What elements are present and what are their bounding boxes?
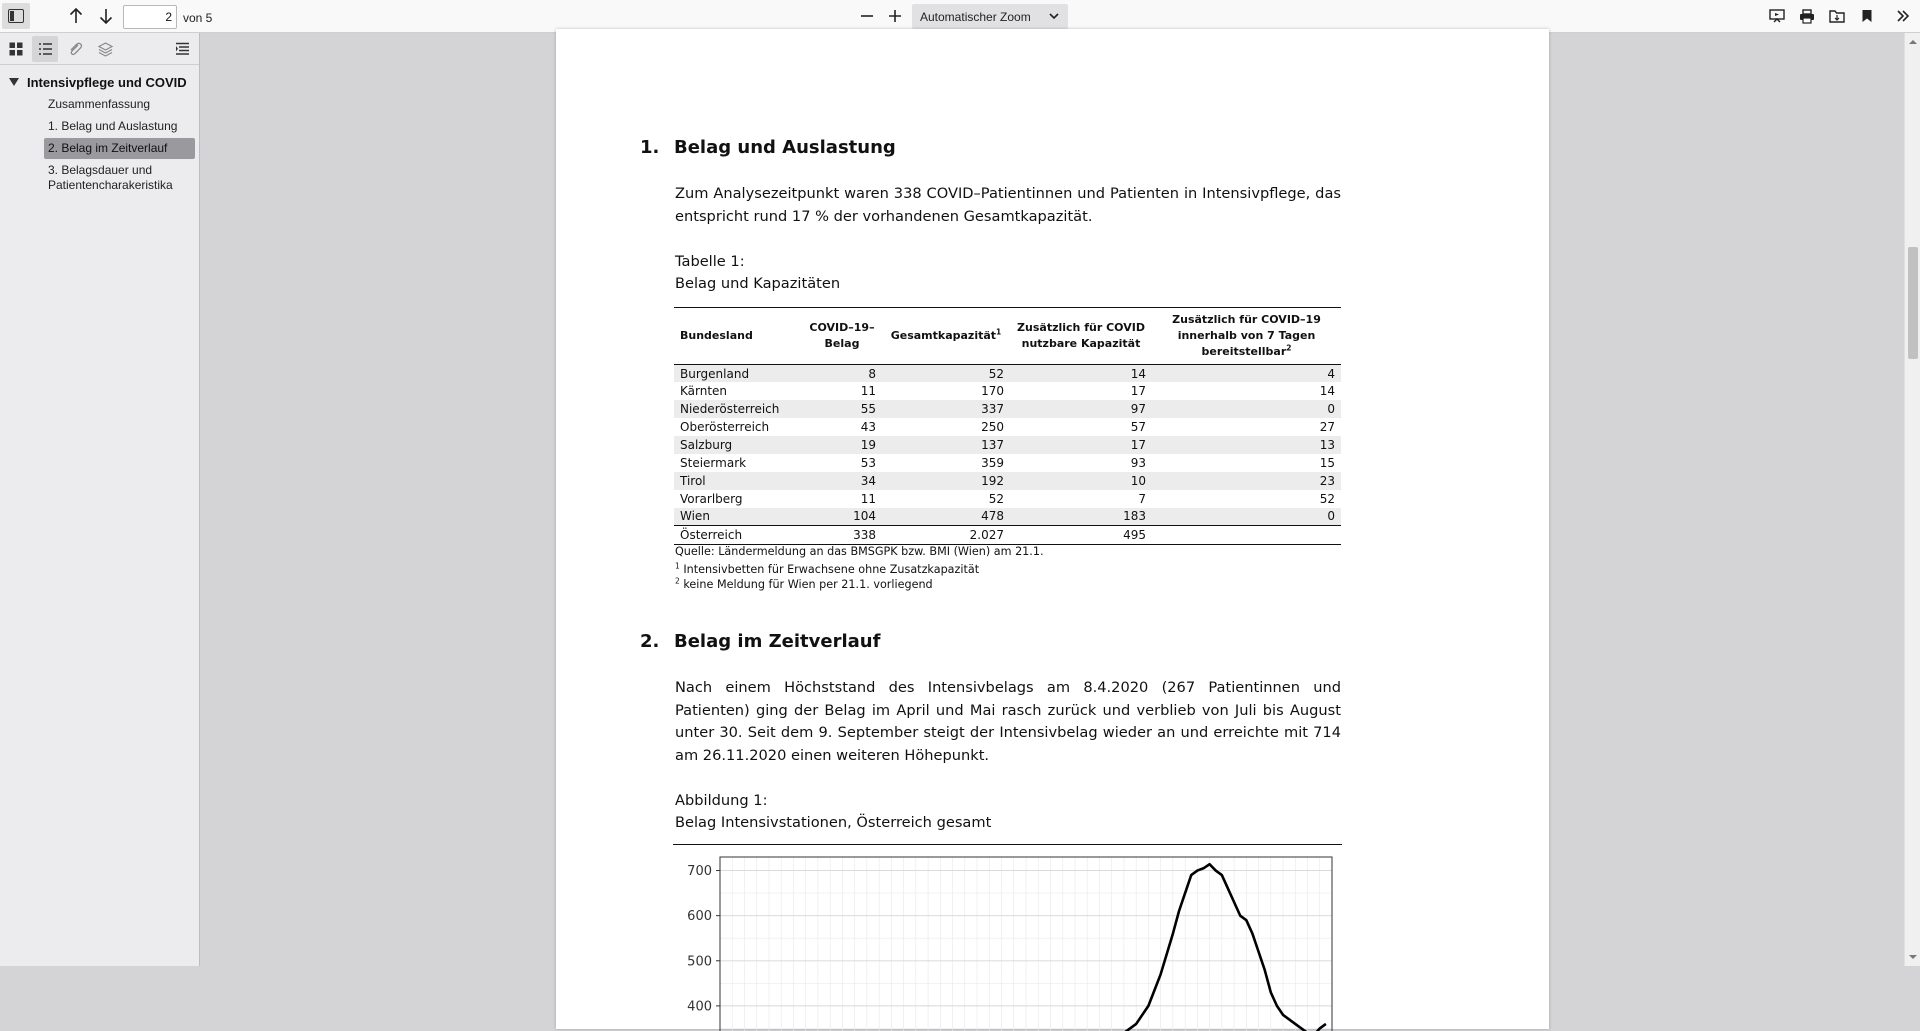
header-gesamtkapazitaet: Gesamtkapazität$^1$ — [890, 327, 1002, 342]
section-2-title: Belag im Zeitverlauf — [674, 631, 881, 652]
header-zusaetzlich-7-tage: Zusätzlich für COVID–19 innerhalb von 7 Tagen bereitstellbar$^2$ — [1172, 313, 1321, 358]
outline-root-item[interactable] — [0, 71, 199, 93]
minus-icon — [860, 9, 874, 23]
table-row: Steiermark 53 359 93 15 — [680, 455, 1335, 470]
attachments-view-button[interactable] — [62, 36, 88, 62]
y-tick-label: 600 — [687, 909, 712, 925]
outline-view-button[interactable] — [32, 36, 58, 62]
document-outline — [0, 65, 199, 196]
table-row: Wien 104 478 183 0 — [674, 508, 1341, 526]
sidebar-toggle-icon — [8, 9, 24, 23]
table-header-row — [674, 308, 1341, 365]
figure-caption-number: Abbildung 1: — [675, 792, 768, 809]
outline-item-belagsdauer[interactable]: 3. Belagsdauer und Patientencharakeristika — [48, 163, 173, 192]
layers-icon — [98, 42, 113, 57]
list-icon — [38, 42, 53, 56]
capacity-table — [674, 307, 1341, 545]
figure-caption-title: Belag Intensivstationen, Österreich gesamt — [675, 814, 992, 831]
zoom-select[interactable] — [912, 4, 1068, 29]
paperclip-icon — [68, 42, 83, 57]
table-row: Kärnten 11 170 17 14 — [680, 384, 1335, 399]
outline-item-belag-und-auslastung[interactable]: 1. Belag und Auslastung — [48, 119, 178, 133]
outline-locate-icon — [175, 42, 190, 56]
chevron-down-icon — [1049, 12, 1059, 20]
grid-icon — [9, 42, 23, 56]
thumbnail-view-button[interactable] — [3, 36, 29, 62]
layers-view-button[interactable] — [92, 36, 118, 62]
document-viewer[interactable] — [201, 33, 1904, 1015]
table-footnote-1: $^1$ Intensivbetten für Erwachsene ohne Zusatzkapazität — [675, 561, 980, 576]
header-zusaetzlich-nutzbar: Zusätzlich für COVID nutzbare Kapazität — [1017, 321, 1145, 350]
table-caption-title: Belag und Kapazitäten — [675, 275, 841, 292]
outline-root-label: Intensivpflege und COVID — [27, 74, 187, 90]
presentation-mode-button[interactable] — [1763, 3, 1791, 29]
table-row: Salzburg 19 137 17 13 — [674, 436, 1341, 454]
open-file-button[interactable] — [1823, 3, 1851, 29]
table-row: Tirol 34 192 10 23 — [674, 472, 1341, 490]
scroll-down-arrow-icon[interactable] — [1909, 953, 1917, 961]
double-chevron-right-icon — [1896, 10, 1910, 22]
sidebar — [0, 33, 200, 966]
arrow-down-icon — [99, 8, 113, 24]
table-row: Vorarlberg 11 52 7 52 — [680, 491, 1335, 506]
table-source-note: Quelle: Ländermeldung an das BMSGPK bzw. BMI (Wien) am 21.1. — [675, 545, 1044, 558]
folder-icon — [1829, 9, 1845, 23]
outline-item-belag-im-zeitverlauf[interactable]: 2. Belag im Zeitverlauf — [44, 138, 195, 159]
section-2-paragraph: Nach einem Höchststand des Intensivbelags am 8.4.2020 (267 Patientinnen und Patienten) ging der Belag im April und Mai rasch zurück und verblieb von Juli bis August unter 30. Seit dem 9. September steigt der Intensivbelag wieder an und erreichte mit 714 am 26.11.2020 einen weiteren Höhepunkt. — [675, 679, 1341, 764]
bookmark-button[interactable] — [1853, 3, 1881, 29]
y-tick-label: 400 — [687, 999, 712, 1015]
printer-icon — [1799, 9, 1815, 24]
page-number-input[interactable] — [123, 5, 177, 29]
bookmark-icon — [1861, 9, 1873, 23]
figure-top-rule — [673, 844, 1342, 845]
next-page-button[interactable] — [92, 3, 120, 29]
page-count-label: von 5 — [183, 11, 213, 25]
table-row: Oberösterreich 43 250 57 27 — [680, 420, 1335, 435]
collapse-triangle-icon[interactable] — [9, 78, 19, 86]
section-1-title: Belag und Auslastung — [674, 137, 896, 158]
arrow-up-icon — [69, 8, 83, 24]
header-bundesland: Bundesland — [680, 329, 753, 342]
section-1-heading — [640, 137, 896, 158]
current-outline-item-button[interactable] — [169, 36, 195, 62]
previous-page-button[interactable] — [62, 3, 90, 29]
outline-item-zusammenfassung[interactable]: Zusammenfassung — [48, 97, 151, 111]
zoom-in-button[interactable] — [881, 3, 909, 29]
scroll-up-arrow-icon[interactable] — [1909, 38, 1917, 46]
print-button[interactable] — [1793, 3, 1821, 29]
section-2-heading — [640, 631, 880, 652]
table-row: Burgenland 8 52 14 4 — [674, 365, 1341, 383]
table-row: Niederösterreich 55 337 97 0 — [674, 400, 1341, 418]
zoom-out-button[interactable] — [853, 3, 881, 29]
table-footnote-2: $^2$ keine Meldung für Wien per 21.1. vorliegend — [675, 576, 933, 591]
table-total-row: Österreich 338 2.027 495 — [674, 526, 1341, 545]
tools-menu-button[interactable] — [1889, 3, 1917, 29]
plus-icon — [888, 9, 902, 23]
scrollbar-thumb[interactable] — [1908, 247, 1918, 359]
icu-occupancy-chart — [674, 851, 1334, 1031]
presentation-icon — [1769, 9, 1785, 23]
section-2-number: 2. — [640, 631, 660, 652]
pdf-page — [556, 29, 1549, 1029]
table-caption-number: Tabelle 1: — [675, 253, 745, 270]
sidebar-toggle-button[interactable] — [2, 3, 30, 29]
vertical-scrollbar[interactable] — [1904, 33, 1920, 966]
sidebar-view-buttons — [0, 33, 199, 65]
section-1-paragraph: Zum Analysezeitpunkt waren 338 COVID–Patientinnen und Patienten in Intensivpflege, das entspricht rund 17 % der vorhandenen Gesamtkapazität. — [675, 185, 1341, 225]
section-1-number: 1. — [640, 137, 660, 158]
y-tick-label: 700 — [687, 864, 712, 880]
y-tick-label: 500 — [687, 954, 712, 970]
zoom-value: Automatischer Zoom — [920, 9, 1031, 24]
header-covid-belag: COVID–19–Belag — [809, 321, 875, 350]
